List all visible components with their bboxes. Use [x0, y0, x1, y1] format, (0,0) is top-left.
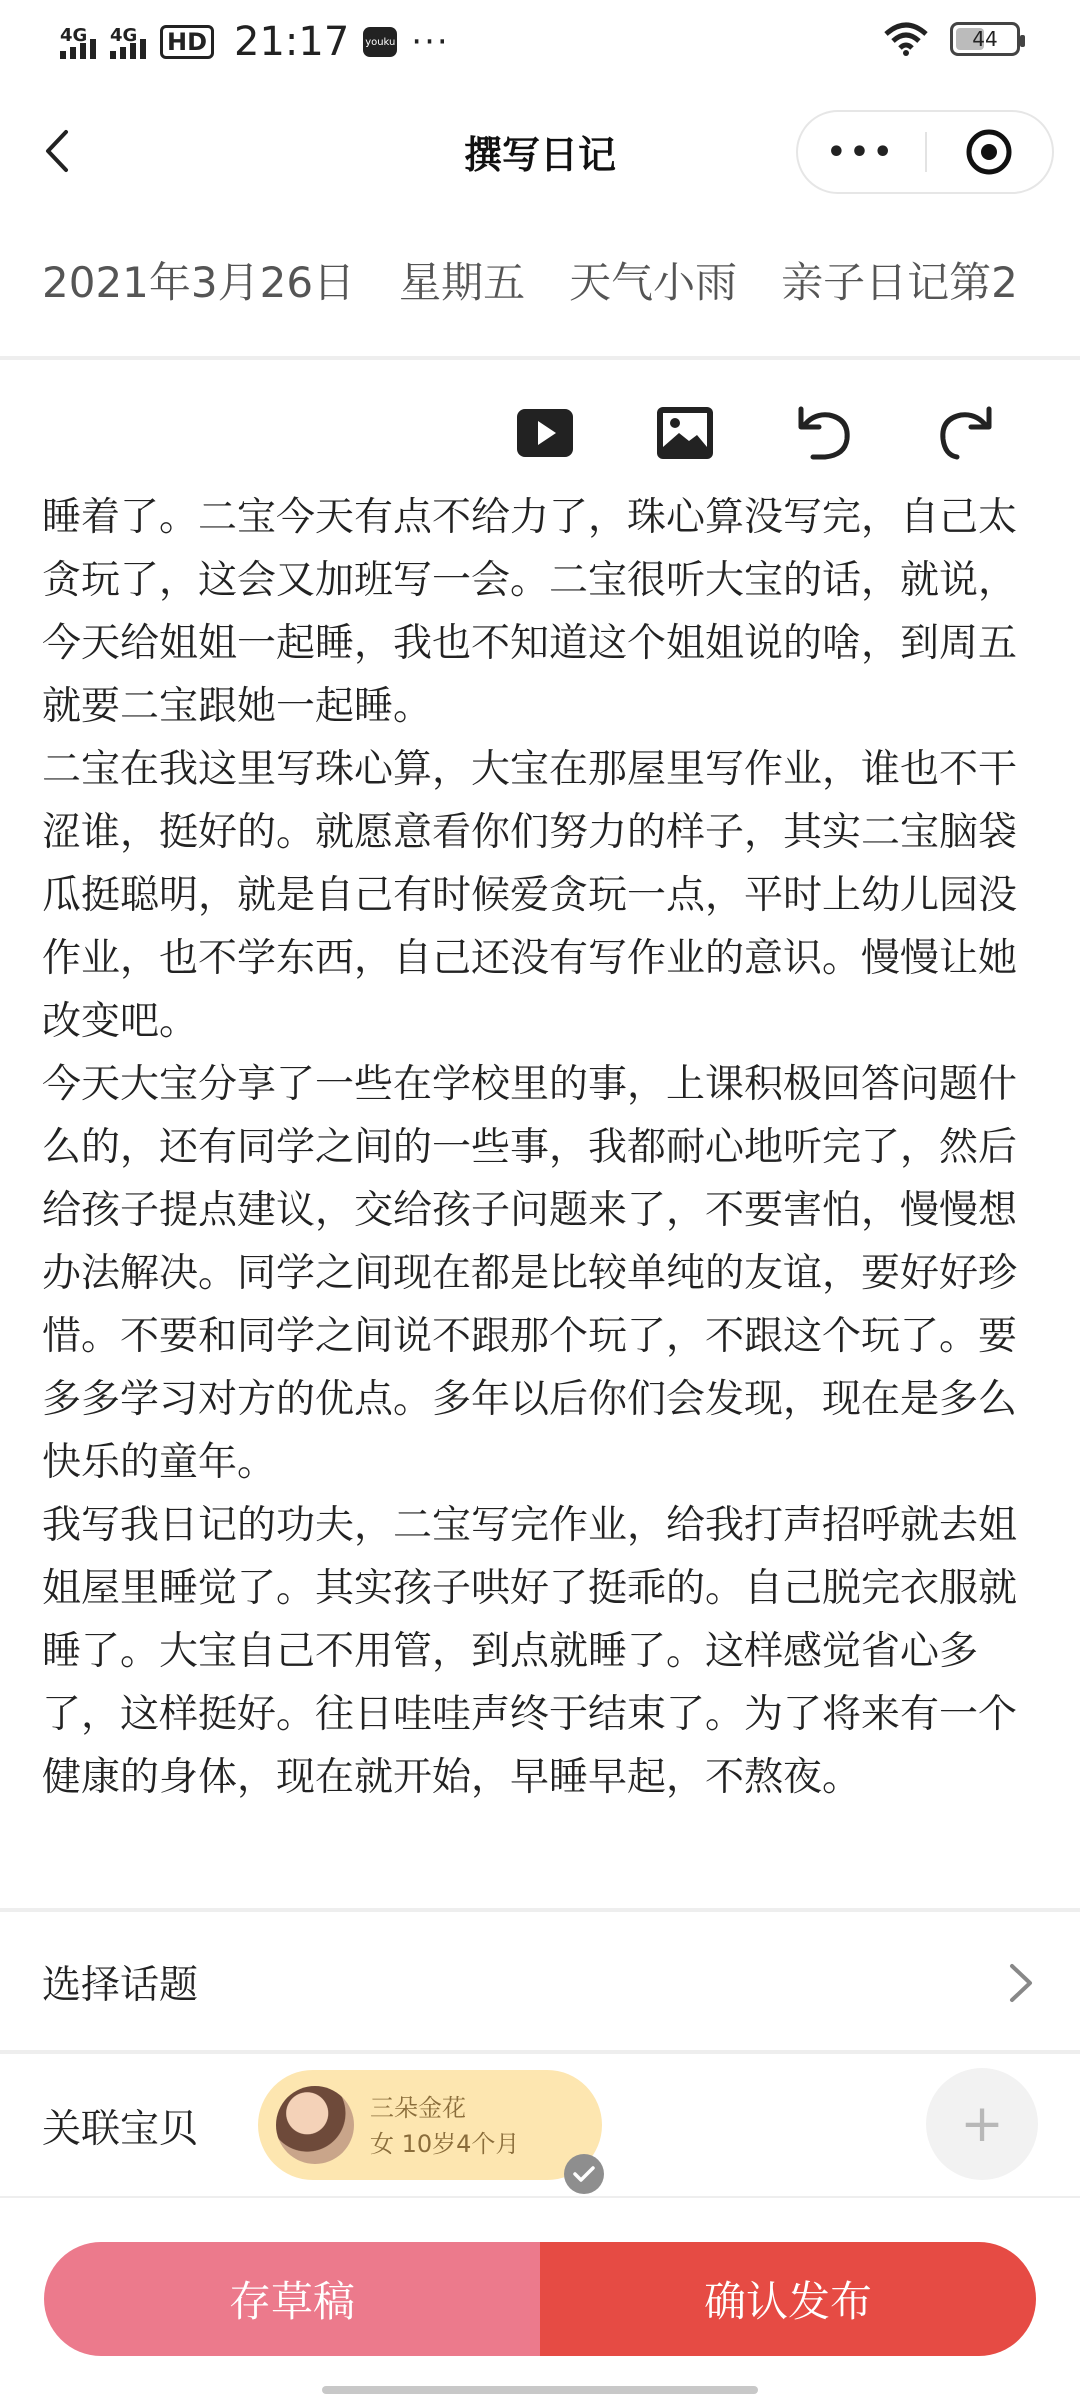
select-topic-label: 选择话题 — [42, 1963, 199, 2008]
add-baby-button[interactable]: + — [926, 2068, 1038, 2180]
paragraph: 二宝在我这里写珠心算，大宝在那屋里写作业，谁也不干涩谁，挺好的。就愿意看你们努力的样子，其实二宝脑袋瓜挺聪明，就是自己有时候爱贪玩一点，平时上幼儿园没作业，也不学东西，自己还没有写作业的意识。慢慢让她改变吧。 — [42, 747, 1018, 1044]
home-indicator[interactable] — [322, 2386, 758, 2394]
diary-info-row — [42, 250, 1080, 330]
redo-button[interactable] — [930, 398, 1000, 468]
linked-baby-row — [0, 2054, 1080, 2194]
image-icon — [655, 405, 715, 461]
network-type: 4G — [60, 25, 88, 46]
wifi-icon — [884, 22, 928, 56]
weather-label[interactable]: 天气小雨 — [569, 258, 738, 307]
hd-voice-icon: HD — [160, 25, 214, 59]
target-icon — [965, 128, 1013, 176]
publish-button[interactable]: 确认发布 — [540, 2242, 1036, 2356]
date-label[interactable]: 2021年3月26日 — [42, 258, 356, 307]
diary-series-label[interactable]: 亲子日记第2 — [781, 258, 1018, 307]
insert-video-button[interactable] — [510, 398, 580, 468]
baby-name: 三朵金花 — [370, 2094, 466, 2122]
select-topic-row[interactable] — [0, 1912, 1080, 2052]
app-notification-icon: youku — [363, 27, 397, 57]
undo-icon — [793, 401, 857, 465]
linked-baby-label: 关联宝贝 — [42, 2107, 199, 2152]
mini-program-capsule — [796, 110, 1054, 194]
baby-info: 女 10岁4个月 — [370, 2130, 520, 2158]
cell-signal-icon — [110, 25, 146, 59]
more-notifications-icon: ··· — [411, 22, 450, 62]
save-draft-button[interactable]: 存草稿 — [44, 2242, 540, 2356]
cell-signal-icon — [60, 25, 96, 59]
nav-bar — [0, 100, 1080, 204]
editor-toolbar — [0, 398, 1080, 478]
battery-icon — [950, 22, 1020, 56]
avatar — [276, 2086, 354, 2164]
undo-button[interactable] — [790, 398, 860, 468]
battery-level: 44 — [972, 27, 998, 51]
page-title: 撰写日记 — [463, 133, 616, 177]
check-icon — [564, 2154, 604, 2194]
bottom-action-bar — [44, 2242, 1036, 2356]
weekday-label[interactable]: 星期五 — [399, 258, 526, 307]
paragraph: 我写我日记的功夫，二宝写完作业，给我打声招呼就去姐姐屋里睡觉了。其实孩子哄好了挺乖的。自己脱完衣服就睡了。大宝自己不用管，到点就睡了。这样感觉省心多了，这样挺好。往日哇哇声终于结束了。为了将来有一个健康的身体，现在就开始，早睡早起，不熬夜。 — [42, 1503, 1018, 1800]
more-menu-button[interactable]: ••• — [826, 134, 897, 170]
status-bar — [0, 0, 1080, 84]
video-icon — [515, 407, 575, 459]
paragraph: 今天大宝分享了一些在学校里的事，上课积极回答问题什么的，还有同学之间的一些事，我都耐心地听完了，然后给孩子提点建议，交给孩子问题来了，不要害怕，慢慢想办法解决。同学之间现在都是比较单纯的友谊，要好好珍惜。不要和同学之间说不跟那个玩了，不跟这个玩了。要多多学习对方的优点。多年以后你们会发现，现在是多么快乐的童年。 — [42, 1062, 1018, 1485]
diary-content-editor[interactable] — [42, 492, 1042, 1892]
close-mini-program-button[interactable] — [927, 128, 1052, 176]
redo-icon — [933, 401, 997, 465]
paragraph: 睡着了。二宝今天有点不给力了，珠心算没写完，自己太贪玩了，这会又加班写一会。二宝很听大宝的话，就说，今天给姐姐一起睡，我也不知道这个姐姐说的啥，到周五就要二宝跟她一起睡。 — [42, 495, 1018, 729]
divider — [0, 356, 1080, 360]
divider — [0, 2196, 1080, 2198]
chevron-right-icon — [1006, 1962, 1036, 2004]
network-type: 4G — [110, 25, 138, 46]
insert-image-button[interactable] — [650, 398, 720, 468]
baby-chip[interactable] — [258, 2070, 602, 2180]
clock: 21:17 — [234, 19, 350, 65]
